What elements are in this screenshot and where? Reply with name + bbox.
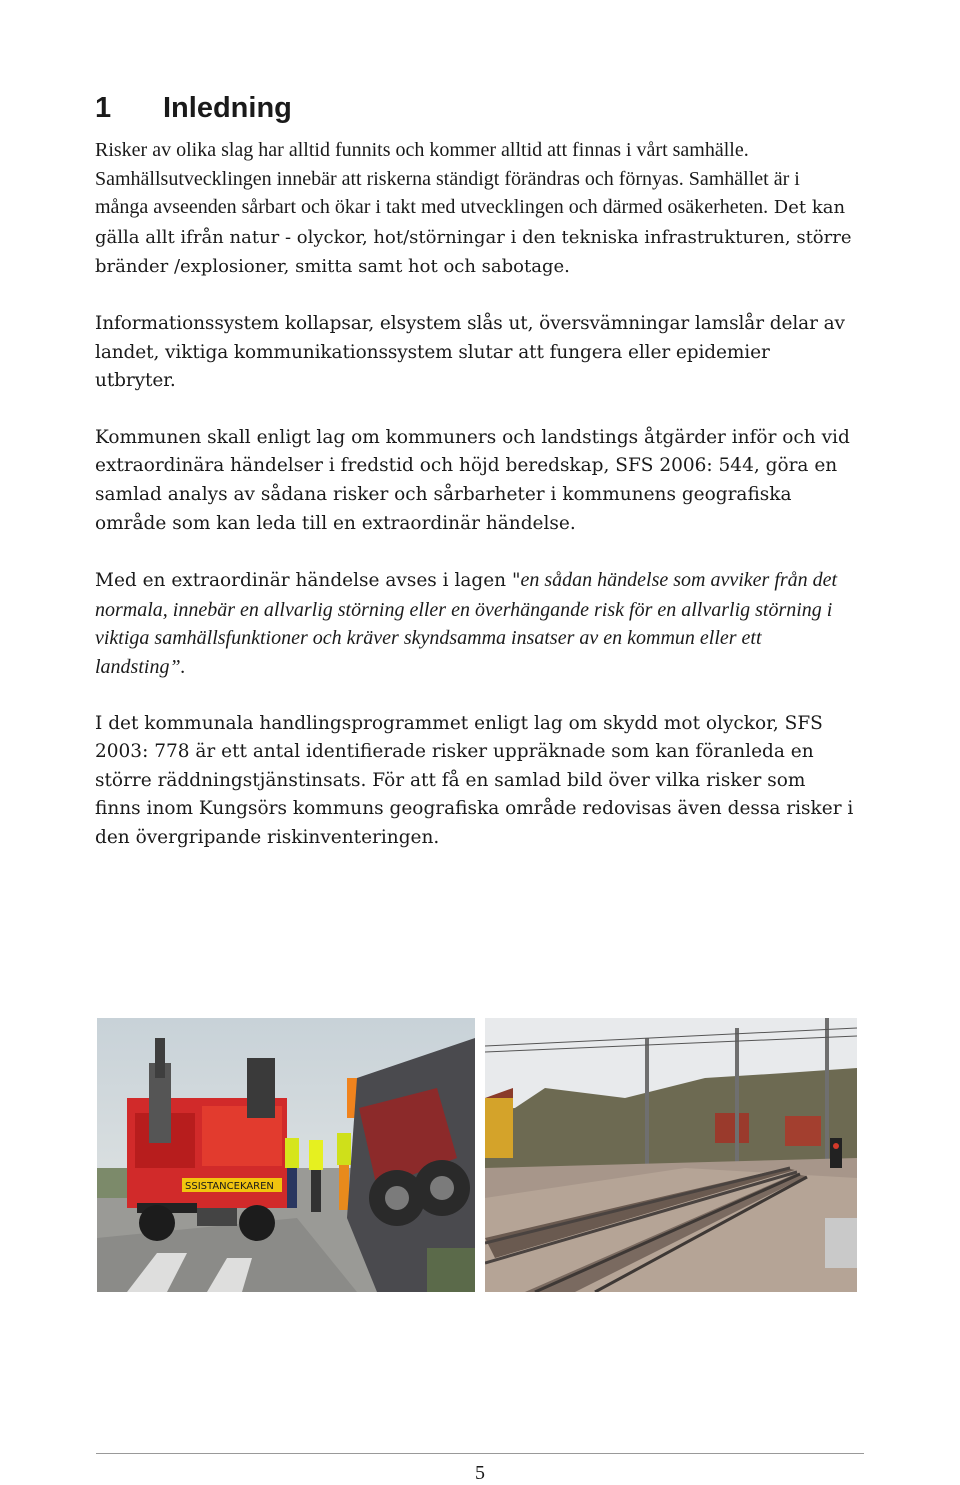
page-content [95,88,855,852]
footer-divider [96,1453,864,1454]
paragraph-4 [95,566,855,681]
section-heading [95,88,855,128]
paragraph-2: Informationssystem kollapsar, elsystem slås ut, översvämningar lamslår delar av landet, viktiga kommunikationssystem slutar att fungera eller epidemier utbryter. [95,312,845,392]
truck-sign-text: SSISTANCEKAREN [185,1181,274,1192]
paragraph-1 [95,136,855,282]
section-number: 1 [95,92,112,124]
paragraph-4-quote: en sådan händelse som avviker från det normala, innebär en allvarlig störning eller en överhängande risk för en allvarlig störning i viktiga samhällsfunktioner och kräver skyndsamma insatser av en kommun eller ett landsting”. [95,569,838,678]
paragraph-1-part-b: Det kan gälla allt ifrån natur - olyckor, hot/störningar i den tekniska infrastrukturen, större bränder /explosioner, smitta samt hot och sabotage. [95,197,852,278]
page-number: 5 [475,1462,485,1484]
paragraph-3: Kommunen skall enligt lag om kommuners och landstings åtgärder inför och vid extraordinära händelser i fredstid och höjd beredskap, SFS 2006: 544, göra en samlad analys av sådana risker och sårbarheter i kommunens geografiska område som kan leda till en extraordinär händelse. [95,426,850,534]
section-title: Inledning [163,92,292,124]
railway-tracks-photo [485,1018,857,1292]
truck-accident-photo [97,1018,475,1292]
paragraph-1-part-a: Risker av olika slag har alltid funnits och kommer alltid att finnas i vårt samhälle. Samhällsutvecklingen innebär att riskerna ständigt förändras och förnyas. Samhället är i många avseenden sårbart och ökar i takt med utvecklingen och därmed osäkerheten. [95,139,800,219]
paragraph-5: I det kommunala handlingsprogrammet enligt lag om skydd mot olyckor, SFS 2003: 778 är ett antal identifierade risker uppräknade som kan föranleda en större räddningstjänstinsats. För att få en samlad bild över vilka risker som finns inom Kungsörs kommuns geografiska område redovisas även dessa risker i den övergripande riskinventeringen. [95,712,854,848]
photo-row [97,1018,857,1292]
paragraph-4-lead: Med en extraordinär händelse avses i lagen " [95,570,521,592]
